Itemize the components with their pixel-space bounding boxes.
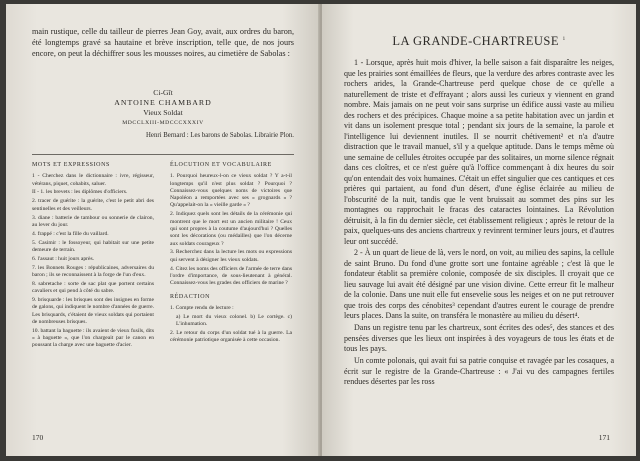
- epitaph-role: Vieux Soldat: [143, 108, 183, 117]
- epitaph-years: MDCCLXIII-MDCCCXXXIV: [122, 120, 204, 126]
- list-item: 1. Pourquoi heureux-l-on ce vieux soldat ? Y a-t-il longtemps qu'il n'est plus soldat ? Pourquoi ? Connaissez-vous quelques noms de victoires que Napoléon a remportées avec ses « grognards » ? Qu'appelait-on la « vieille garde » ?: [170, 173, 292, 209]
- chapter-title-text: LA GRANDE-CHARTREUSE: [392, 34, 559, 48]
- column-heading: ÉLOCUTION ET VOCABULAIRE: [170, 162, 272, 168]
- words-expressions-column: [32, 162, 154, 351]
- elocution-vocabulary-column: [170, 162, 292, 346]
- book-spread: [6, 4, 636, 456]
- body-paragraph: Un comte polonais, qui avait fui sa patrie conquise et ravagée par les cosaques, a écrit sur le registre de la Grande-Chartreuse : « J'ai vu des campagnes fertiles rendues désertes par les ross: [344, 356, 614, 387]
- list-item: 9. brisquarde : les brisques sont des insignes en forme de galons, qui indiquent le nombre d'années de guerre. Les brisquards, c'étaient de vieux soldats qui portaient de nombreuses brisques.: [32, 297, 154, 325]
- epitaph-source: Henri Bernard : Les barons de Sabolas. Librairie Plon.: [146, 132, 294, 139]
- right-page: [322, 4, 636, 456]
- list-item: 2. Indiquez quels sont les détails de la cérémonie qui montrent que le mort est un ancien militaire ! Ceux qui sont propres à la coutume d'aujourd'hui ? Quelles sont les décorations (ou médailles) que l'on décerne aux soldats courageux ?: [170, 211, 292, 247]
- epitaph-line: Ci-Gît: [153, 88, 173, 97]
- list-item: II - 1. les brevets : les diplômes d'officiers.: [32, 189, 128, 196]
- title-footnote-mark: 1: [562, 36, 566, 42]
- list-item: 1. Compte rendu de lecture :: [170, 304, 234, 311]
- epitaph: [32, 88, 294, 141]
- list-item: 3. diane : batterie de tambour ou sonnerie de clairon, au lever du jour.: [32, 214, 154, 228]
- page-number: 170: [32, 433, 44, 442]
- list-item: 3. Recherchez dans la lecture les mots ou expressions qui servent à désigner les vieux soldats.: [170, 249, 292, 263]
- list-item: 6. l'assaut : huit jours après.: [32, 255, 95, 262]
- list-item: 4. Citez les noms des officiers de l'armée de terre dans l'ordre d'importance, de sous-lieutenant à général. Connaissez-vous les grades des officiers de marine ?: [170, 265, 292, 287]
- chapter-title: [344, 34, 614, 49]
- page-number: 171: [598, 433, 610, 442]
- list-item: 10. battant la baguette : ils avaient de vieux fusils, dits « à baguette », que l'on chargeait par le canon en poussant la charge avec une baguette d'acier.: [32, 327, 154, 349]
- redaction-heading: RÉDACTION: [170, 293, 211, 300]
- list-item: 8. sabretache : sorte de sac plat que portent certains cavaliers et qui pend à côté du sabre.: [32, 280, 154, 295]
- epitaph-name: ANTOINE CHAMBARD: [114, 98, 212, 107]
- list-item: 4. frappé : c'est la fille du vaillard.: [32, 230, 109, 237]
- chapter-body: [344, 58, 614, 389]
- section-divider: [32, 154, 294, 155]
- list-item: 2. Le retour du corps d'un soldat tué à la guerre. La cérémonie patriotique organisée à cette occasion.: [170, 329, 292, 344]
- body-paragraph: 2 - À un quart de lieue de là, vers le nord, on voit, au milieu des sapins, la cellule de saint Bruno. Du fond d'une grotte sort une fontaine agréable ; c'est là que le fondateur établit sa première colonie, composée de six disciples. Il croyait que ce lieu sauvage lui avait été désigné par une vision divine. Cette erreur fit le malheur de la colonie. Dans une nuit elle fut ensevelie sous les neiges et on ne put retrouver que trois des corps des cénobites³ cependant d'autres eurent le courage de prendre leurs places. Dans la suite, on transféra le monastère au milieu du désert⁴.: [344, 248, 614, 321]
- left-page: [6, 4, 320, 456]
- list-item: 2. tracer de guérite : la guérite, c'est le petit abri des sentinelles et des veilleurs.: [32, 198, 154, 212]
- list-item: a) Le mort du vieux colonel. b) Le cortège. c) L'inhumation.: [176, 313, 292, 328]
- intro-paragraph: main rustique, celle du tailleur de pierres Jean Goy, avait, aux ordres du baron, été longtemps gravé sa hautaine et brève inscription, telle que, de nos jours encore, on peut la déchiffrer sous les mousses noires, au cimetière de Sabolas :: [32, 27, 294, 58]
- list-item: 5. Casimir : le fossoyeur, qui habitait sur une petite demeure de terrain.: [32, 239, 154, 253]
- body-paragraph: 1 - Lorsque, après huit mois d'hiver, la belle saison a fait disparaître les neiges, que les prairies sont émaillées de fleurs, que la verdure des arbres contraste avec les rochers arides, la Grande-Chartreuse perd quelque chose de ce qu'elle a naturellement de triste et d'effrayant ; alors aussi les curieux y viennent en grand nombre. Mais jamais on ne peut voir sans surprise un édifice aussi vaste au milieu des rochers et des précipices. Chaque moine a sa petite habitation avec un jardin et vit dans un isolement presque total ; pendant six jours de la semaine, la parole et l'intelligence lui deviennent inutiles. Il se nourrit chétivement² et n'a d'autre distraction que le travail manuel, s'il y a quelque aptitude. Dans le temps même où une semaine de cellules étroites occupée par des solitaires, un morne silence régnait dans ces cloîtres, et ce n'est guère qu'à l'office commençant à dix heures du soir qu'on entendait des voix humaines. C'était un effet singulier que ces cantiques et ces prières qui partaient, au fond d'un désert, d'une église éclairée au milieu de l'obscurité de la nuit, tandis que le vent bruissait au sommet des pins sur les montagnes ou rapprochait le fracas des cataractes lointaines. La Révolution détruisit, à la fin du dernier siècle, cet établissement religieux ; après le retour de la paix, quelques-uns des anciens chartreux y revinrent terminer leurs jours, et d'autres leur ont succédé.: [344, 58, 614, 246]
- list-item: 7. les Bonnets Rouges : républicaines, adversaires du baron ; ils se reconnaissent à la forge de l'un d'eux.: [32, 264, 154, 279]
- column-heading: MOTS ET EXPRESSIONS: [32, 162, 110, 168]
- list-item: 1 - Cherchez dans le dictionnaire : ivre, régisseur, vétérans, piquet, cohabits, saluer.: [32, 173, 154, 187]
- body-paragraph: Dans un registre tenu par les chartreux, sont écrites des odes⁵, des stances et des pensées diverses que les lieux ont inspirées à des voyageurs de tous les états et de tous les pays.: [344, 323, 614, 354]
